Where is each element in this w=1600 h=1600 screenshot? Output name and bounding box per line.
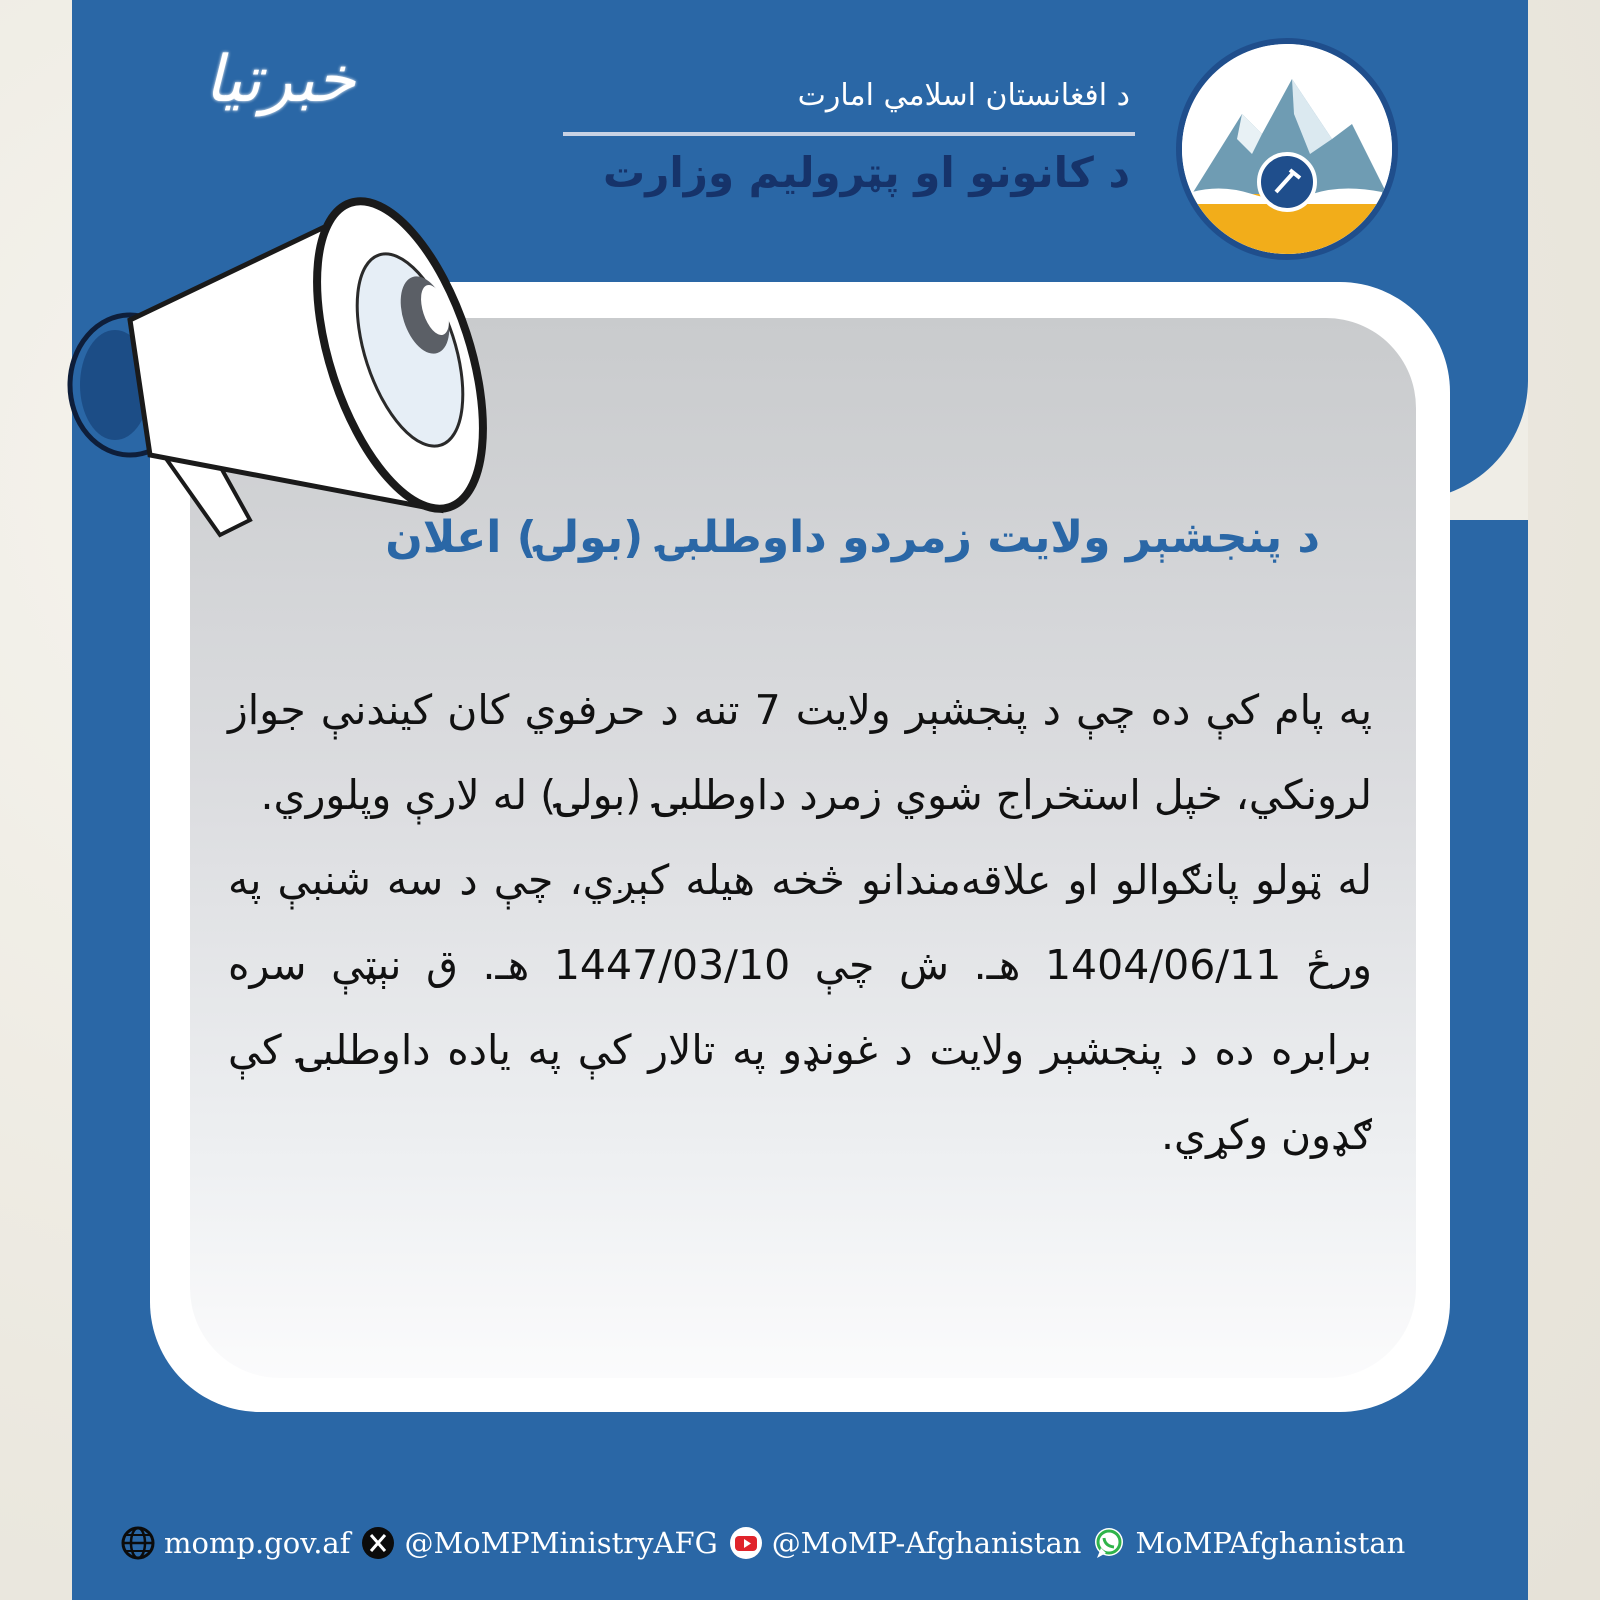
x-link[interactable] xyxy=(360,1525,717,1561)
website-text: momp.gov.af xyxy=(164,1526,351,1560)
whatsapp-icon xyxy=(1091,1525,1127,1561)
brand-wordmark: خبرتیا xyxy=(204,43,356,117)
ministry-logo xyxy=(1176,38,1398,260)
announcement-paragraph: په پام کې ده چې د پنجشېر ولایت 7 تنه د حرفوي کان کیندنې جواز لرونکي، خپل استخراج شوي زمرد داوطلبۍ (بولۍ) له لارې وپلوري. xyxy=(228,686,1373,819)
youtube-link[interactable] xyxy=(728,1525,1082,1561)
website-link[interactable] xyxy=(120,1525,350,1561)
whatsapp-handle: MoMPAfghanistan xyxy=(1135,1526,1406,1560)
globe-icon xyxy=(120,1525,156,1561)
x-icon xyxy=(360,1525,396,1561)
header-divider xyxy=(563,132,1135,136)
whatsapp-link[interactable] xyxy=(1091,1525,1405,1561)
megaphone-icon xyxy=(60,150,510,560)
youtube-icon xyxy=(728,1525,764,1561)
announcement-title: د پنجشېر ولایت زمردو داوطلبۍ (بولۍ) اعلان xyxy=(385,512,1320,563)
header-ministry: د کانونو او پټرولیم وزارت xyxy=(602,148,1130,197)
x-handle: @MoMPMinistryAFG xyxy=(404,1526,718,1560)
announcement-body xyxy=(228,668,1372,1178)
announcement-paragraph: له ټولو پانګوالو او علاقه‌مندانو څخه هیله کېږي، چې د سه شنبې په ورځ 1404/06/11 هـ. ش چې 1447/03/10 هـ. ق نېټې سره برابره ده د پنجشېر ولایت د غونډو په تالار کې په یاده داوطلبۍ کې ګډون وکړي. xyxy=(228,856,1372,1159)
social-footer xyxy=(120,1518,1500,1568)
youtube-handle: @MoMP-Afghanistan xyxy=(771,1526,1082,1560)
header-emirate: د افغانستان اسلامي امارت xyxy=(797,78,1130,113)
